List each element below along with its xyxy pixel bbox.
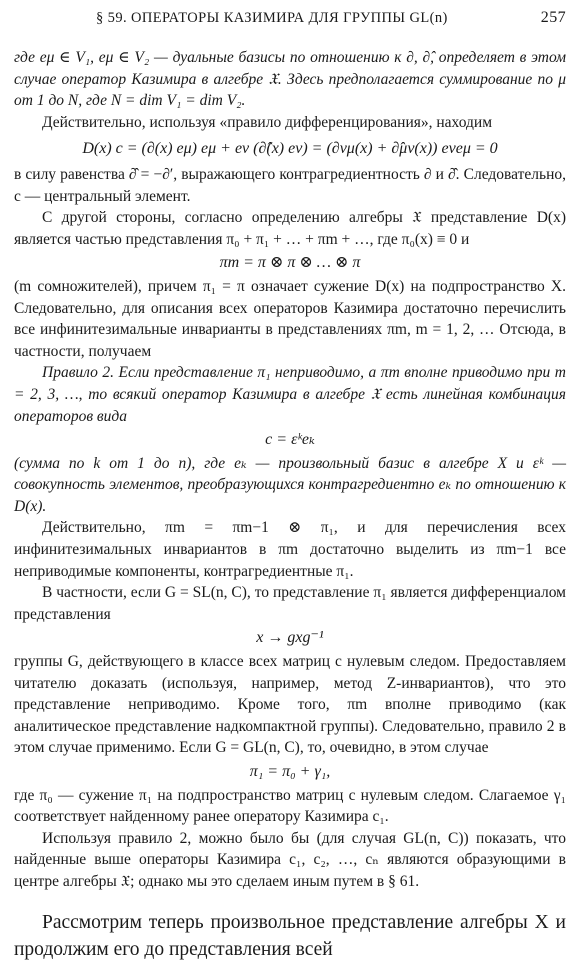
paragraph-group-action: группы G, действующего в классе всех матриц с нулевым следом. Предоставляем читателю доказать (используя, например, метод Z-инвариантов), что это представление неприводимо. Кроме того, πm вполне приводимо (как аналитическое представление надкомпактной группы). Следовательно, правило 2 в этом случае применимо. Если G = GL(n, C), то, очевидно, в этом случае [14, 653, 566, 757]
paragraph-rule-2: Правило 2. Если представление π₁ неприводимо, а πm вполне приводимо при m = 2, 3, …, то всякий оператор Казимира в алгебре 𝔛 есть линейная комбинация операторов вида [14, 364, 566, 425]
paragraph-next-section: Рассмотрим теперь произвольное представление алгебры X и продолжим его до представления всей [14, 911, 566, 960]
formula-casimir-form: c = εᵏeₖ [265, 431, 315, 449]
paragraph-basis-definition: где eμ ∈ V₁, eμ ∈ V₂ — дуальные базисы по отношению к ∂, ∂̂, определяет в этом случае оператор Казимира в алгебре 𝔛. Здесь предполагается суммирование по μ от 1 до N, где N = dim V₁ = dim V₂. [14, 49, 566, 110]
paragraph-representation-part: С другой стороны, согласно определению алгебры 𝔛 представление D(x) является частью представления π₀ + π₁ + … + πm + …, где π₀(x) ≡ 0 и [14, 209, 566, 248]
running-header [96, 8, 566, 30]
paragraph-sl-case: В частности, если G = SL(n, C), то представление π₁ является дифференциалом представления [14, 584, 566, 623]
formula-conjugation: x → gxg⁻¹ [256, 629, 324, 647]
paragraph-sum-note: (сумма по k от 1 до n), где eₖ — произвольный базис в алгебре X и εᵏ — совокупность элементов, преобразующихся контрагредиентно eₖ по отношению к D(x). [14, 454, 566, 515]
paragraph-central-element: в силу равенства ∂̂ = −∂′, выражающего контрагредиентность ∂ и ∂̂. Следовательно, c — центральный элемент. [14, 165, 566, 205]
paragraph-proof-intro: Действительно, используя «правило дифференцирования», находим [42, 113, 492, 131]
paragraph-restriction: где π₀ — сужение π₁ на подпространство матриц с нулевым следом. Слагаемое γ₁ соответствует найденному ранее оператору Казимира c₁. [14, 786, 566, 826]
formula-decomposition: π₁ = π₀ + γ₁, [249, 763, 331, 780]
paragraph-generators: Используя правило 2, можно было бы (для случая GL(n, C)) показать, что найденные выше операторы Казимира c₁, c₂, …, cₙ являются образующими в центре алгебры 𝔛; однако мы это сделаем иным путем в § 61. [14, 829, 566, 890]
section-title: § 59. ОПЕРАТОРЫ КАЗИМИРА ДЛЯ ГРУППЫ GL(n) [96, 10, 448, 26]
page-number: 257 [540, 9, 566, 26]
paragraph-proof-rule-2: Действительно, πm = πm−1 ⊗ π₁, и для перечисления всех инфинитезимальных инвариантов в πm достаточно выделить из πm−1 все неприводимые компоненты, контрагредиентные π₁. [14, 519, 566, 580]
formula-tensor-power: πm = π ⊗ π ⊗ … ⊗ π [219, 254, 361, 272]
paragraph-invariants: (m сомножителей), причем π₁ = π означает сужение D(x) на подпространство X. Следовательно, для описания всех операторов Казимира достаточно перечислить все инфинитезимальные инварианты в представлениях πm, m = 1, 2, … Отсюда, в частности, получаем [14, 277, 566, 360]
page-body [14, 47, 566, 963]
formula-differentiation: D(x) c = (∂(x) eμ) eμ + eν (∂̂(x) eν) = (∂νμ(x) + ∂̂μν(x)) eνeμ = 0 [82, 140, 498, 158]
